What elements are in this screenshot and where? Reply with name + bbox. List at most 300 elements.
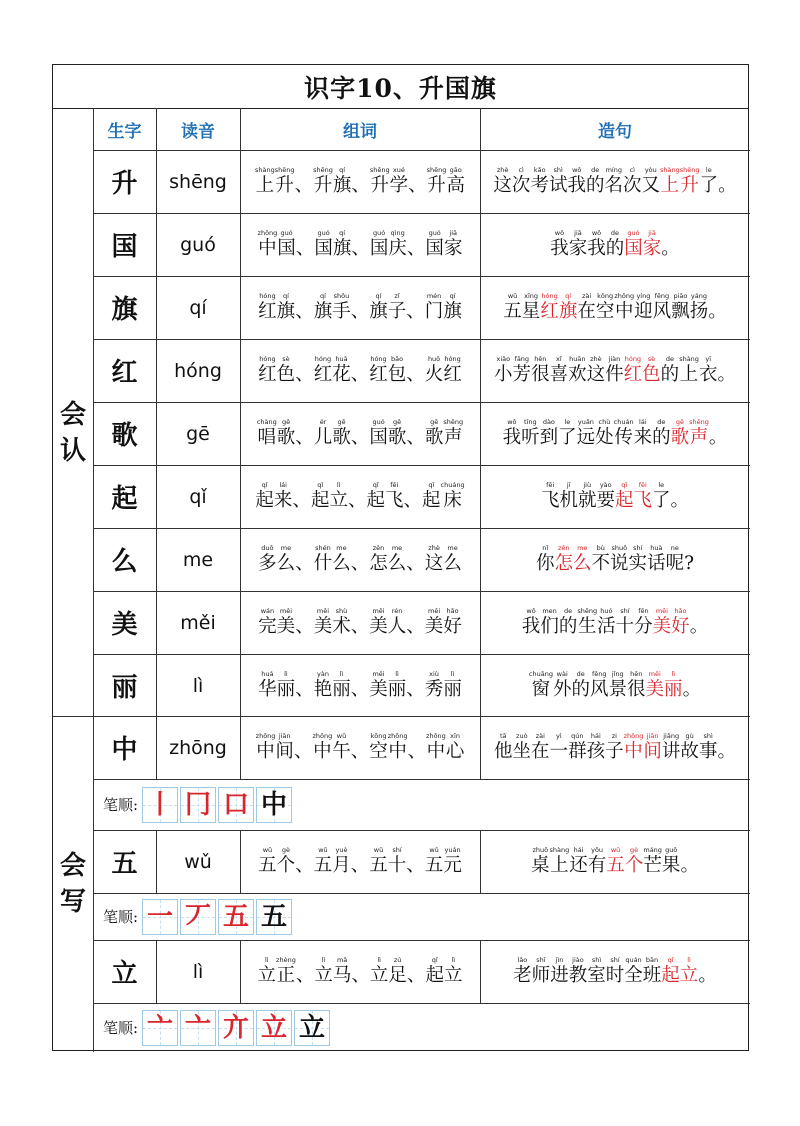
stroke-step-glyph: 冂 [185,789,212,820]
ruby-pinyin: wǔ [610,846,621,854]
ruby-char [541,481,560,512]
ruby-hanzi: 喜 [549,364,569,385]
words-line [256,732,465,763]
ruby-pinyin: zhè [496,166,509,174]
ruby-char [671,292,690,323]
ruby-pinyin: kǎo [533,166,546,174]
ruby-pinyin: chù [598,418,611,426]
ruby-char [571,670,590,701]
ruby-char [643,229,662,260]
ruby-hanzi: 的 [605,238,625,259]
ruby-pinyin: qí [375,292,382,300]
ruby-hanzi: 立 [329,490,348,511]
ruby-char [531,732,550,763]
ruby-char [277,418,296,449]
ruby-hanzi: 丽 [387,679,407,700]
row-pinyin: hóng [174,359,222,382]
ruby-hanzi: 了 [558,427,577,448]
ruby-hanzi: 中 [426,741,446,762]
ruby-char [700,166,719,197]
ruby-hanzi: 件 [605,364,624,385]
ruby-hanzi: 衣 [698,364,718,385]
punctuation: 、 [293,741,313,762]
ruby-char [312,732,332,763]
words-line [258,355,462,386]
ruby-hanzi: 我 [521,616,541,637]
stroke-step-box [218,787,254,823]
ruby-hanzi: 旗 [332,238,352,259]
ruby-char [522,607,541,638]
ruby-hanzi: 红 [443,364,462,385]
col-divider [240,528,241,591]
ruby-char [606,229,625,260]
ruby-pinyin: yī [705,355,712,363]
ruby-pinyin: de [657,418,666,426]
ruby-pinyin: zhōng [614,292,635,300]
ruby-hanzi: 星 [521,301,541,322]
ruby-hanzi: 美 [424,616,444,637]
row-pinyin: qí [189,296,207,319]
ruby-pinyin: huǒ [427,355,441,363]
ruby-char [614,292,634,323]
group-recognize-char1: 会 [59,400,86,430]
ruby-hanzi: 美 [369,679,388,700]
row-sentence [480,402,750,465]
ruby-char [425,670,444,701]
ruby-pinyin: jiào [572,956,584,964]
header-sentence: 造句 [598,121,632,142]
ruby-hanzi: 有 [587,855,607,876]
punctuation: 、 [347,490,367,511]
ruby-hanzi: 升 [275,175,294,196]
row-char: 中 [111,735,138,765]
ruby-pinyin: lì [336,481,341,489]
ruby-char [422,481,441,512]
ruby-hanzi: 床 [443,490,462,511]
col-divider [156,654,157,717]
punctuation: 、 [351,175,370,196]
ruby-hanzi: 国 [425,238,444,259]
ruby-char [653,607,672,638]
ruby-char [616,607,635,638]
punctuation: 、 [292,490,311,511]
row-divider [93,339,750,340]
ruby-pinyin: zuò [516,732,528,740]
ruby-char [587,732,606,763]
ruby-pinyin: me [336,544,347,552]
ruby-hanzi: 时 [605,965,625,986]
ruby-hanzi: 声 [444,427,463,448]
ruby-hanzi: 红 [258,301,277,322]
ruby-hanzi: 考 [530,175,549,196]
ruby-hanzi: 空 [369,741,388,762]
ruby-char [642,355,661,386]
stroke-step-glyph: 五 [261,901,288,932]
ruby-hanzi: 又 [641,175,661,196]
ruby-hanzi: 花 [332,364,351,385]
ruby-hanzi: 红 [623,364,643,385]
ruby-pinyin: wǔ [429,846,439,854]
ruby-char [662,732,681,763]
stroke-step-glyph: 立 [299,1012,326,1043]
row-char: 么 [111,547,138,577]
punctuation: 、 [403,490,423,511]
worksheet [52,64,749,1051]
ruby-hanzi: 分 [634,616,653,637]
ruby-pinyin: jiān [278,732,291,740]
ruby-pinyin: yáng [690,292,707,300]
ruby-pinyin: qǐ [667,956,674,964]
ruby-pinyin: shēng [426,166,447,174]
ruby-pinyin: hǎo [446,607,459,615]
stroke-step-box [142,1010,178,1046]
ruby-char [623,166,642,197]
ruby-pinyin: huá [261,670,274,678]
ruby-hanzi: 上 [660,175,680,196]
ruby-char [643,956,662,987]
ruby-char [277,229,296,260]
ruby-char [647,544,666,575]
ruby-char [588,846,607,877]
ruby-char [512,166,531,197]
ruby-char [624,732,644,763]
ruby-char [578,481,597,512]
ruby-hanzi: 足 [388,965,407,986]
ruby-char [388,418,407,449]
ruby-char [314,846,333,877]
stroke-step-glyph: 中 [261,789,288,820]
words-line [255,481,464,512]
ruby-hanzi: 包 [387,364,407,385]
ruby-pinyin: qún [571,732,584,740]
ruby-pinyin: shí [392,846,402,854]
ruby-pinyin: měi [372,607,385,615]
ruby-hanzi: 国 [277,238,296,259]
ruby-pinyin: jiàn [608,355,621,363]
col-divider [240,150,241,213]
ruby-pinyin: tā [500,732,507,740]
ruby-hanzi: 国 [624,238,643,259]
col-divider [240,213,241,276]
col-divider [156,339,157,402]
punctuation: 、 [295,301,314,322]
ruby-pinyin: de [665,355,674,363]
ruby-char [332,418,351,449]
ruby-char [444,229,463,260]
ruby-pinyin: guó [373,229,386,237]
ruby-pinyin: de [591,166,600,174]
divider [53,716,93,717]
ruby-hanzi: 飞 [633,490,653,511]
words-line [257,418,463,449]
ruby-char [595,418,614,449]
ruby-char [314,670,333,701]
ruby-pinyin: shēng [443,418,464,426]
ruby-hanzi: 色 [642,364,661,385]
stroke-step-box [180,899,216,935]
ruby-hanzi: 旗 [443,301,462,322]
ruby-char [443,846,462,877]
ruby-pinyin: wán [260,607,275,615]
row-sentence [480,465,750,528]
ruby-char [258,670,277,701]
ruby-char [425,846,444,877]
ruby-char [567,166,586,197]
ruby-pinyin: hěn [534,355,547,363]
header-pinyin: 读音 [181,121,215,142]
ruby-hanzi: 美 [276,616,296,637]
ruby-hanzi: 歌 [276,427,296,448]
ruby-hanzi: 故 [680,741,699,762]
ruby-hanzi: 国 [314,238,333,259]
ruby-hanzi: 进 [550,965,569,986]
ruby-pinyin: xǐ [556,355,562,363]
ruby-pinyin: wǒ [507,418,517,426]
ruby-pinyin: de [564,607,573,615]
ruby-pinyin: kōng [597,292,614,300]
ruby-hanzi: 么 [443,553,462,574]
words-line [258,292,462,323]
sentence-line [494,732,736,763]
ruby-pinyin: lái [639,418,647,426]
col-divider [240,591,241,654]
ruby-hanzi: 上 [550,855,569,876]
stroke-order-row [93,1003,750,1052]
ruby-pinyin: mǎ [336,956,348,964]
ruby-char [609,670,628,701]
sentence-line [513,956,717,987]
ruby-hanzi: 美 [645,679,665,700]
ruby-hanzi: 我 [587,238,606,259]
ruby-char [587,956,606,987]
ruby-pinyin: guó [627,229,640,237]
row-words [240,213,480,276]
ruby-hanzi: 生 [577,616,597,637]
stroke-step-box [180,787,216,823]
ruby-hanzi: 的 [558,616,578,637]
ruby-char [275,166,295,197]
ruby-hanzi: 艳 [313,679,333,700]
punctuation: 、 [350,364,370,385]
ruby-hanzi: 讲 [661,741,681,762]
ruby-char [332,670,351,701]
ruby-hanzi: 丽 [276,679,296,700]
ruby-pinyin: zǐ [394,292,400,300]
ruby-char [369,418,388,449]
ruby-pinyin: shí [633,544,643,552]
ruby-hanzi: 歌 [670,427,690,448]
ruby-pinyin: jiā [449,229,457,237]
ruby-char [332,355,351,386]
col-divider [480,465,481,528]
ruby-hanzi: 机 [559,490,578,511]
ruby-pinyin: men [542,607,557,615]
ruby-char [503,418,522,449]
punctuation: 、 [294,175,314,196]
ruby-pinyin: wǔ [262,846,273,854]
ruby-char [671,607,690,638]
ruby-pinyin: jiù [583,481,592,489]
ruby-char [550,846,570,877]
ruby-pinyin: míng [605,166,622,174]
ruby-hanzi: 十 [615,616,635,637]
ruby-pinyin: zhōng [387,732,408,740]
ruby-pinyin: shī [536,956,546,964]
ruby-hanzi: 术 [332,616,351,637]
ruby-char [587,229,606,260]
ruby-hanzi: 什 [313,553,333,574]
punctuation: 、 [407,741,427,762]
ruby-pinyin: qí [339,166,346,174]
ruby-pinyin: zhè [590,355,602,363]
ruby-pinyin: yuán [444,846,461,854]
ruby-pinyin: sè [647,355,656,363]
col-divider [240,940,241,1003]
ruby-hanzi: 立 [369,965,389,986]
sentence-line [529,670,701,701]
ruby-pinyin: měi [316,607,330,615]
row-words [240,150,480,213]
ruby-pinyin: hóng [259,292,276,300]
ruby-char [313,166,333,197]
punctuation: 、 [406,965,426,986]
ruby-pinyin: zi [611,732,617,740]
ruby-pinyin: shēng [689,418,709,426]
row-char: 红 [111,358,138,388]
ruby-hanzi: 旗 [558,301,578,322]
ruby-hanzi: 说 [610,553,629,574]
col-divider [480,150,481,213]
ruby-hanzi: 红 [313,364,333,385]
ruby-pinyin: gē [430,418,439,426]
punctuation: 。 [718,175,737,196]
ruby-char [388,544,407,575]
ruby-char [559,292,578,323]
ruby-pinyin: chuáng [440,481,465,489]
stroke-step-glyph: 立 [261,1012,288,1043]
group-recognize [53,150,93,716]
ruby-char [274,481,293,512]
ruby-pinyin: yàn [316,670,329,678]
group-write-char2: 写 [59,887,86,917]
row-words [240,940,480,1003]
ruby-hanzi: 很 [531,364,550,385]
punctuation: 。 [717,364,736,385]
stroke-step-glyph: 一 [147,901,174,932]
ruby-char [624,355,643,386]
ruby-char [332,544,351,575]
stroke-step-glyph: 丨 [147,789,174,820]
ruby-hanzi: 要 [596,490,615,511]
sentence-line [522,607,708,638]
ruby-pinyin: zěn [557,544,570,552]
ruby-char [332,846,351,877]
ruby-hanzi: 旗 [332,175,352,196]
ruby-hanzi: 正 [276,965,296,986]
ruby-pinyin: lì [671,670,676,678]
ruby-pinyin: wǔ [507,292,518,300]
ruby-char [314,607,333,638]
ruby-pinyin: mén [426,292,442,300]
ruby-char [605,166,624,197]
words-line [258,544,462,575]
ruby-char [493,166,512,197]
ruby-hanzi: 听 [521,427,540,448]
ruby-hanzi: 十 [387,855,407,876]
ruby-hanzi: 处 [595,427,614,448]
ruby-char [540,607,559,638]
punctuation: 、 [350,427,370,448]
ruby-hanzi: 家 [568,238,588,259]
ruby-char [531,355,550,386]
ruby-pinyin: zài [535,732,545,740]
col-divider [480,940,481,1003]
stroke-step-box [256,1010,292,1046]
row-char: 旗 [111,295,138,325]
page-title: 识字10、升国旗 [53,65,748,109]
ruby-hanzi: 就 [577,490,597,511]
ruby-char [699,732,718,763]
ruby-pinyin: qìng [390,229,405,237]
row-pinyin: zhōng [169,736,227,759]
ruby-char [388,292,407,323]
divider [480,108,481,150]
ruby-pinyin: chuāng [528,670,553,678]
ruby-pinyin: rén [391,607,403,615]
ruby-hanzi: 了 [652,490,671,511]
ruby-pinyin: quán [625,956,642,964]
ruby-char [388,732,408,763]
ruby-char [634,418,653,449]
ruby-char [332,292,351,323]
ruby-char [661,355,680,386]
ruby-hanzi: 的 [585,175,605,196]
row-words [240,591,480,654]
ruby-pinyin: lì [284,670,288,678]
ruby-pinyin: qǐ [428,481,435,489]
group-write-char1: 会 [59,851,86,881]
ruby-char [388,670,407,701]
ruby-char [314,418,333,449]
punctuation: 。 [661,238,680,259]
ruby-hanzi: 在 [577,301,596,322]
words-line [258,846,462,877]
punctuation: 、 [295,679,314,700]
ruby-char [569,229,588,260]
row-sentence [480,339,750,402]
ruby-hanzi: 门 [424,301,444,322]
ruby-pinyin: qí [565,292,572,300]
ruby-hanzi: 起 [425,965,444,986]
row-pinyin: měi [180,611,216,634]
ruby-char [258,846,277,877]
ruby-hanzi: 升 [427,175,446,196]
ruby-hanzi: 传 [614,427,633,448]
ruby-char [540,292,559,323]
ruby-char [679,355,699,386]
ruby-char [366,481,385,512]
ruby-hanzi: 间 [643,741,662,762]
punctuation: 、 [406,238,426,259]
ruby-char [258,292,277,323]
ruby-pinyin: lì [264,956,269,964]
header-char: 生字 [107,121,142,142]
punctuation: 。 [689,616,709,637]
punctuation: 、 [295,364,314,385]
ruby-pinyin: bù [596,544,605,552]
ruby-char [275,732,294,763]
ruby-char [494,355,513,386]
